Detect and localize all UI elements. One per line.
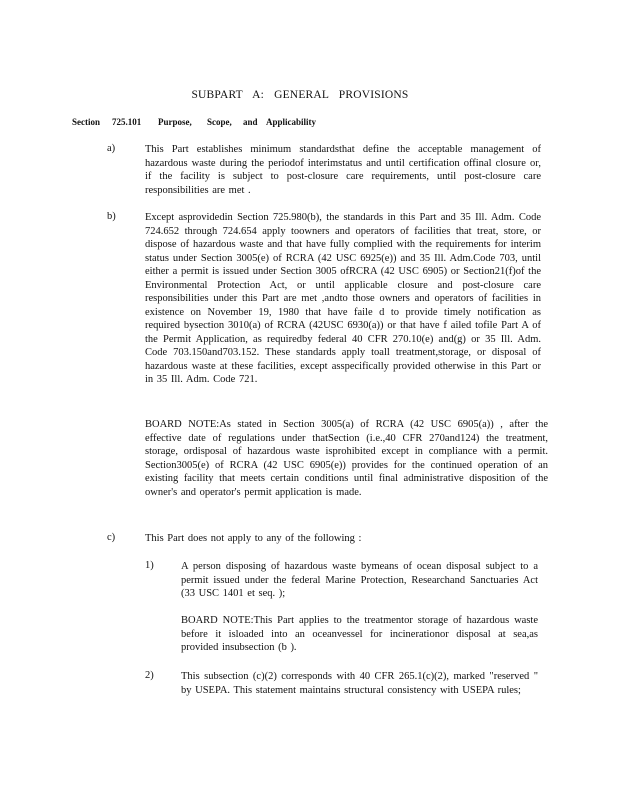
item-b-board-note: BOARD NOTE:As stated in Section 3005(a) of RCRA (42 USC 6905(a)) , after the effective date of regulations under thatSection (i.e.,40 CFR 270and124) the treatment, storage, ordisposal of hazardous waste isprohibited except in compliance with a permit. Section3005(e) of RCRA (42 USC 6905(e)) provides for the continued operation of an existing facility that meets certain conditions until final administrative disposition of the owner's and operator's permit application is made. <box>145 419 548 498</box>
section-word-scope: Scope, <box>207 117 232 127</box>
item-c1-label: 1) <box>145 560 154 571</box>
item-a-text: This Part establishes minimum standardsthat define the acceptable management of hazardous waste during the periodof interimstatus and until certification offinal closure or, if the facility is subject to post-closure care requirements, until post-closure care responsibilities are met . <box>145 144 541 196</box>
item-c1-board-note: BOARD NOTE:This Part applies to the treatmentor storage of hazardous waste before it isloaded into an oceanvessel for incinerationor disposal at sea,as provided insubsection (b ). <box>181 615 538 653</box>
item-a-label: a) <box>107 143 116 154</box>
section-label: Section <box>72 117 100 127</box>
section-word-applicability: Applicability <box>266 117 317 127</box>
item-b-text: Except asprovidedin Section 725.980(b), the standards in this Part and 35 Ill. Adm. Code 724.652 through 724.654 apply toowners and operators of facilities that treat, store, or dispose of hazardous waste and that have fully complied with the requirements for interim status under Section 3005(e) of RCRA (42 USC 6925(e)) and 35 Ill. Adm.Code 703, until either a permit is issued under Section 3005 ofRCRA (42 USC 6905) or Section21(f)of the Environmental Protection Act, or until applicable closure and post-closure care responsibilities under this Part are met ,andto those owners and operators of facilities in existence on November 19, 1980 that have faile d to provide timely notification as required bysection 3010(a) of RCRA (42USC 6930(a)) or that have f ailed tofile Part A of the Permit Application, as requiredby federal 40 CFR 270.10(e) and(g) or 35 Ill. Adm. Code 703.150and703.152. These standards apply toall treatment,storage, or disposal of hazardous waste at these facilities, except asspecifically provided otherwise in this Part or in 35 Ill. Adm. Code 721. <box>145 212 541 385</box>
item-c-label: c) <box>107 532 116 543</box>
item-b-label: b) <box>107 211 116 222</box>
item-c-text: This Part does not apply to any of the following : <box>145 533 362 544</box>
section-word-purpose: Purpose, <box>158 117 192 127</box>
item-c2-label: 2) <box>145 670 154 681</box>
subpart-title: SUBPART A: GENERAL PROVISIONS <box>191 89 409 101</box>
section-number: 725.101 <box>112 117 142 127</box>
section-word-and: and <box>243 117 258 127</box>
item-c1-text: A person disposing of hazardous waste bymeans of ocean disposal subject to a permit issued under the federal Marine Protection, Researchand Sanctuaries Act (33 USC 1401 et seq. ); <box>181 561 538 599</box>
item-c2-text: This subsection (c)(2) corresponds with 40 CFR 265.1(c)(2), marked "reserved " by USEPA. This statement maintains structural consistency with USEPA rules; <box>181 671 538 696</box>
